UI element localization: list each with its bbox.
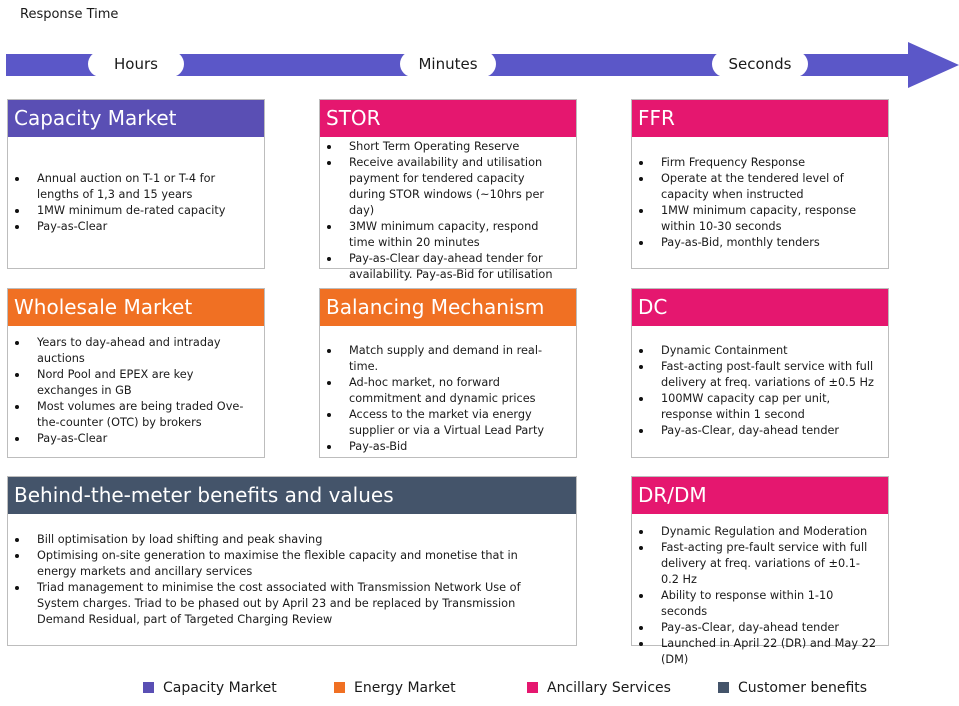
list-item: Pay-as-Clear [15, 431, 252, 447]
list-item: Launched in April 22 (DR) and May 22 (DM) [639, 636, 876, 668]
legend-label: Ancillary Services [547, 680, 671, 696]
card-dc-title: DC [632, 289, 888, 326]
card-stor-list [320, 137, 576, 283]
card-behind-the-meter-title: Behind-the-meter benefits and values [8, 477, 576, 514]
card-dr-dm [631, 476, 889, 666]
list-item: Firm Frequency Response [639, 155, 876, 171]
card-balancing-mechanism-list [320, 326, 576, 455]
legend-swatch [334, 682, 345, 693]
card-balancing-mechanism [319, 288, 577, 458]
list-item: Bill optimisation by load shifting and peak shaving [15, 532, 552, 548]
list-item: Annual auction on T-1 or T-4 for lengths of 1,3 and 15 years [15, 171, 252, 203]
list-item: Ability to response within 1-10 seconds [639, 588, 876, 620]
card-ffr [631, 99, 889, 269]
list-item: Fast-acting post-fault service with full delivery at freq. variations of ±0.5 Hz [639, 359, 876, 391]
list-item: Ad-hoc market, no forward commitment and dynamic prices [327, 375, 564, 407]
list-item: Optimising on-site generation to maximise the flexible capacity and monetise that in energy markets and ancillary services [15, 548, 552, 580]
list-item: Pay-as-Bid, monthly tenders [639, 235, 876, 251]
list-item: Dynamic Containment [639, 343, 876, 359]
card-capacity-market-list [8, 137, 264, 235]
list-item: Pay-as-Clear [15, 219, 252, 235]
legend-label: Capacity Market [163, 680, 277, 696]
list-item: Pay-as-Clear day-ahead tender for availability. Pay-as-Bid for utilisation [327, 251, 564, 283]
legend-swatch [527, 682, 538, 693]
list-item: Pay-as-Bid [327, 439, 564, 455]
card-dc [631, 288, 889, 458]
list-item: Triad management to minimise the cost associated with Transmission Network Use of System charges. Triad to be phased out by April 23 and be replaced by Transmission Demand Residual, part of Targeted Charging Review [15, 580, 552, 628]
card-wholesale-market-list [8, 326, 264, 447]
list-item: Most volumes are being traded Ove-the-counter (OTC) by brokers [15, 399, 252, 431]
card-stor [319, 99, 577, 281]
list-item: 1MW minimum capacity, response within 10-30 seconds [639, 203, 876, 235]
card-ffr-title: FFR [632, 100, 888, 137]
legend-item-energy-market [334, 680, 456, 696]
card-behind-the-meter-list [8, 514, 576, 628]
card-dr-dm-title: DR/DM [632, 477, 888, 514]
list-item: Pay-as-Clear, day-ahead tender [639, 620, 876, 636]
timeline-label-seconds: Seconds [712, 51, 808, 77]
list-item: Operate at the tendered level of capacity when instructed [639, 171, 876, 203]
list-item: Match supply and demand in real-time. [327, 343, 564, 375]
card-behind-the-meter [7, 476, 577, 646]
card-dr-dm-list [632, 514, 888, 668]
list-item: 1MW minimum de-rated capacity [15, 203, 252, 219]
card-capacity-market [7, 99, 265, 269]
legend-label: Energy Market [354, 680, 456, 696]
list-item: Nord Pool and EPEX are key exchanges in GB [15, 367, 252, 399]
card-dc-list [632, 326, 888, 439]
card-stor-title: STOR [320, 100, 576, 137]
list-item: Pay-as-Clear, day-ahead tender [639, 423, 876, 439]
list-item: Dynamic Regulation and Moderation [639, 524, 876, 540]
legend-swatch [718, 682, 729, 693]
list-item: 100MW capacity cap per unit, response within 1 second [639, 391, 876, 423]
list-item: 3MW minimum capacity, respond time within 20 minutes [327, 219, 564, 251]
card-balancing-mechanism-title: Balancing Mechanism [320, 289, 576, 326]
legend-swatch [143, 682, 154, 693]
list-item: Years to day-ahead and intraday auctions [15, 335, 252, 367]
legend-item-ancillary-services [527, 680, 671, 696]
response-time-title: Response Time [20, 7, 119, 22]
timeline-label-minutes: Minutes [400, 51, 496, 77]
card-wholesale-market [7, 288, 265, 458]
timeline-label-hours: Hours [88, 51, 184, 77]
list-item: Receive availability and utilisation payment for tendered capacity during STOR windows (~10hrs per day) [327, 155, 564, 219]
legend-label: Customer benefits [738, 680, 868, 696]
list-item: Short Term Operating Reserve [327, 139, 564, 155]
card-ffr-list [632, 137, 888, 251]
list-item: Access to the market via energy supplier or via a Virtual Lead Party [327, 407, 564, 439]
card-capacity-market-title: Capacity Market [8, 100, 264, 137]
legend-item-customer-benefits [718, 680, 867, 696]
list-item: Fast-acting pre-fault service with full delivery at freq. variations of ±0.1-0.2 Hz [639, 540, 876, 588]
card-wholesale-market-title: Wholesale Market [8, 289, 264, 326]
legend-item-capacity-market [143, 680, 277, 696]
